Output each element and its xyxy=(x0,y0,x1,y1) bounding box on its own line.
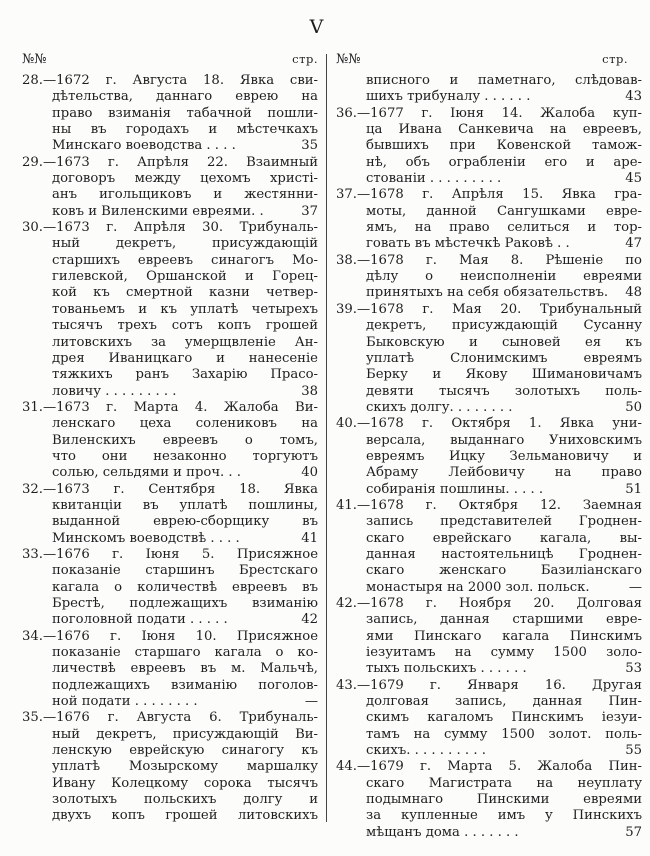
toc-line: 39.—1678 г. Мая 20. Трибунальный xyxy=(336,301,642,317)
page-number: 47 xyxy=(625,236,642,252)
toc-line: нѣ, объ ограбленіи его и аре- xyxy=(366,154,642,170)
toc-line: тысячъ трехъ сотъ копъ грошей xyxy=(52,318,318,334)
toc-line: 35.—1676 г. Августа 6. Трибуналь- xyxy=(22,710,318,726)
toc-line: 34.—1676 г. Іюня 10. Присяжное xyxy=(22,628,318,644)
toc-final-line xyxy=(52,531,318,547)
toc-line: 43.—1679 г. Января 16. Другая xyxy=(336,677,642,693)
page-column-label: стр. xyxy=(602,52,628,66)
toc-line: ямъ, на право селиться и тор- xyxy=(366,220,642,236)
toc-final-line xyxy=(52,384,318,400)
toc-line: личествѣ евреевъ въ м. Мальчѣ, xyxy=(52,661,318,677)
toc-line: дѣлу о неисполненіи евреями xyxy=(366,269,642,285)
toc-entry xyxy=(336,302,642,416)
page-number: 57 xyxy=(625,824,642,840)
toc-line: 33.—1676 г. Іюня 5. Присяжное xyxy=(22,546,318,562)
page-number: 43 xyxy=(625,89,642,105)
toc-final-text: тыхъ польскихъ . . . . . . xyxy=(366,661,527,677)
toc-line: подлежащихъ взиманію поголов- xyxy=(52,677,318,693)
toc-final-line xyxy=(366,743,642,759)
toc-line: ленскаго цеха солениковъ на xyxy=(52,416,318,432)
page-number: 45 xyxy=(625,171,642,187)
toc-line: ный декретъ, присуждающій Ви- xyxy=(52,726,318,742)
toc-line: показаніе старшинъ Брестскаго xyxy=(52,563,318,579)
page-number: — xyxy=(628,579,642,595)
toc-final-line xyxy=(366,171,642,187)
toc-line: бывшихъ при Ковенской тамож- xyxy=(366,138,642,154)
toc-final-line xyxy=(366,236,642,252)
toc-entry xyxy=(22,155,318,220)
toc-line: моты, данной Сангушками евре- xyxy=(366,203,642,219)
toc-entries-right xyxy=(336,73,642,841)
toc-line: 37.—1678 г. Апрѣля 15. Явка гра- xyxy=(336,187,642,203)
page-number: 53 xyxy=(625,661,642,677)
toc-line: ца Ивана Санкевича на евреевъ, xyxy=(366,122,642,138)
toc-line: что они незаконно торгуютъ xyxy=(52,448,318,464)
toc-line: ный декретъ, присуждающій xyxy=(52,236,318,252)
toc-entry xyxy=(22,482,318,547)
toc-line: девяти тысячъ золотыхъ поль- xyxy=(366,383,642,399)
toc-line: тамъ на сумму 1500 золот. поль- xyxy=(366,726,642,742)
toc-final-text: стованіи . . . . . . . . . xyxy=(366,171,502,187)
toc-line: показаніе старшаго кагала о ко- xyxy=(52,645,318,661)
numbers-column-label: №№ xyxy=(336,52,361,67)
toc-line: ями Пинскаго кагала Пинскимъ xyxy=(366,628,642,644)
toc-final-line xyxy=(366,285,642,301)
page-number: 50 xyxy=(625,399,642,415)
numbers-column-label: №№ xyxy=(22,52,47,67)
toc-final-text: скихъ. . . . . . . . . . xyxy=(366,743,486,759)
toc-line: Берку и Якову Шимановичамъ xyxy=(366,367,642,383)
toc-entry xyxy=(22,629,318,711)
toc-line: дѣтельства, даннаго еврею на xyxy=(52,89,318,105)
page-number: 37 xyxy=(301,203,318,219)
toc-line: 30.—1673 г. Апрѣля 30. Трибуналь- xyxy=(22,220,318,236)
toc-line: уплатѣ Мозырскому маршалку xyxy=(52,759,318,775)
toc-line: Ивану Колецкому сорока тысячъ xyxy=(52,775,318,791)
page-number: 55 xyxy=(625,743,642,759)
toc-final-line xyxy=(52,465,318,481)
toc-line: запись представителей Гроднен- xyxy=(366,514,642,530)
toc-entry xyxy=(336,73,642,106)
toc-line: кой къ смертной казни четвер- xyxy=(52,285,318,301)
toc-entry xyxy=(336,106,642,188)
toc-final-text: поголовной подати . . . . . xyxy=(52,612,228,628)
toc-line: 41.—1678 г. Октября 12. Заемная xyxy=(336,497,642,513)
toc-line: 38.—1678 г. Мая 8. Рѣшеніе по xyxy=(336,252,642,268)
toc-line: долговая запись, данная Пин- xyxy=(366,694,642,710)
toc-final-text: шихъ трибуналу . . . . . . xyxy=(366,89,531,105)
toc-line: кагала о количествѣ евреевъ въ xyxy=(52,579,318,595)
toc-final-text: мѣщанъ дома . . . . . . . xyxy=(366,824,519,840)
toc-line: анъ игольщиковъ и жестянни- xyxy=(52,187,318,203)
toc-line: золотыхъ польскихъ долгу и xyxy=(52,792,318,808)
column-header-left xyxy=(22,52,318,68)
toc-final-text: монастыря на 2000 зол. польск. xyxy=(366,579,590,595)
toc-line: скаго еврейскаго кагала, вы- xyxy=(366,530,642,546)
page-number: — xyxy=(304,694,318,710)
toc-line: Абраму Лейбовичу на право xyxy=(366,465,642,481)
toc-line: литовскихъ за умерщвленіе Ан- xyxy=(52,334,318,350)
toc-line: запись, данная старшими евре- xyxy=(366,612,642,628)
toc-line: данная настоятельницѣ Гроднен- xyxy=(366,546,642,562)
page-roman-numeral: V xyxy=(309,16,325,38)
toc-entry xyxy=(22,400,318,482)
toc-final-text: говать въ мѣстечкѣ Раковѣ . . xyxy=(366,236,570,252)
page-number: 38 xyxy=(301,383,318,399)
toc-final-text: Минскомъ воеводствѣ . . . . xyxy=(52,530,240,546)
toc-entry xyxy=(22,220,318,400)
toc-line: квитанціи въ уплатѣ пошлины, xyxy=(52,497,318,513)
toc-line: тованьемъ и къ уплатѣ четырехъ xyxy=(52,301,318,317)
column-header-right xyxy=(336,52,642,68)
toc-line: подымнаго Пинскими евреями xyxy=(366,792,642,808)
toc-line: скимъ кагаломъ Пинскимъ іезуи- xyxy=(366,710,642,726)
toc-line: договоръ между цехомъ христі- xyxy=(52,171,318,187)
toc-line: выданной еврею-сборщику въ xyxy=(52,514,318,530)
toc-entry xyxy=(336,759,642,841)
toc-entry xyxy=(22,73,318,155)
toc-line: право взиманія табачной пошли- xyxy=(52,105,318,121)
toc-entry xyxy=(336,416,642,498)
toc-line: декретъ, присуждающій Сусанну xyxy=(366,318,642,334)
toc-final-line xyxy=(52,694,318,710)
toc-final-text: скихъ долгу. . . . . . . . xyxy=(366,399,513,415)
toc-entry xyxy=(336,596,642,678)
toc-line: за купленные имъ у Пинскихъ xyxy=(366,808,642,824)
toc-line: 28.—1672 г. Августа 18. Явка сви- xyxy=(22,73,318,88)
toc-line: Быковскую и сыновей ея къ xyxy=(366,334,642,350)
toc-entries-left xyxy=(22,73,318,825)
toc-line: 31.—1673 г. Марта 4. Жалоба Ви- xyxy=(22,399,318,415)
toc-line: 42.—1678 г. Ноября 20. Долговая xyxy=(336,596,642,611)
toc-line: дрея Иваницкаго и нанесеніе xyxy=(52,350,318,366)
toc-final-line xyxy=(366,482,642,498)
page-number: 51 xyxy=(625,481,642,497)
toc-line: 40.—1678 г. Октября 1. Явка уни- xyxy=(336,416,642,432)
page-number: 35 xyxy=(301,138,318,154)
toc-line: евреямъ Ицку Зельмановичу и xyxy=(366,448,642,464)
toc-final-line xyxy=(52,204,318,220)
toc-line: двухъ копъ грошей литовскихъ xyxy=(52,808,318,824)
toc-entry xyxy=(22,547,318,629)
toc-final-line xyxy=(366,400,642,416)
toc-final-text: принятыхъ на себя обязательствъ. xyxy=(366,285,609,301)
toc-column-left xyxy=(22,52,318,841)
toc-line: тяжкихъ ранъ Захарію Прасо- xyxy=(52,367,318,383)
toc-line: Брестѣ, подлежащихъ взиманію xyxy=(52,596,318,611)
toc-line: версала, выданнаго Униховскимъ xyxy=(366,432,642,448)
toc-line: іезуитамъ на сумму 1500 золо- xyxy=(366,645,642,661)
toc-entry xyxy=(336,498,642,596)
toc-final-text: Минскаго воеводства . . . . xyxy=(52,138,236,154)
toc-line: скаго Магистрата на неуплату xyxy=(366,775,642,791)
toc-final-line xyxy=(366,580,642,596)
toc-line: старшихъ евреевъ синагогъ Мо- xyxy=(52,252,318,268)
toc-final-line xyxy=(366,825,642,841)
toc-entry xyxy=(336,187,642,252)
toc-line: 29.—1673 г. Апрѣля 22. Взаимный xyxy=(22,154,318,170)
page-number: 41 xyxy=(301,530,318,546)
toc-final-line xyxy=(52,612,318,628)
toc-final-line xyxy=(366,89,642,105)
page-number: 42 xyxy=(301,612,318,628)
toc-entry xyxy=(22,710,318,824)
toc-final-text: солью, сельдями и проч. . . xyxy=(52,465,242,481)
toc-line: ленскую еврейскую синагогу къ xyxy=(52,743,318,759)
toc-entry xyxy=(336,678,642,760)
toc-line: Виленскихъ евреевъ о томъ, xyxy=(52,432,318,448)
toc-entry xyxy=(336,253,642,302)
toc-line: уплатѣ Слонимскимъ евреямъ xyxy=(366,350,642,366)
toc-final-text: ной подати . . . . . . . . xyxy=(52,694,198,710)
toc-final-text: ловичу . . . . . . . . . xyxy=(52,383,177,399)
toc-final-line xyxy=(366,661,642,677)
toc-line: скаго женскаго Базиліанскаго xyxy=(366,563,642,579)
toc-line: 36.—1677 г. Іюня 14. Жалоба куп- xyxy=(336,105,642,121)
toc-columns xyxy=(22,52,642,841)
page-number: 48 xyxy=(625,285,642,301)
toc-column-right xyxy=(336,52,642,841)
toc-line: ны въ городахъ и мѣстечкахъ xyxy=(52,122,318,138)
toc-line: гилевской, Оршанской и Горец- xyxy=(52,269,318,285)
toc-line: вписного и паметнаго, слѣдовав- xyxy=(366,73,642,88)
toc-final-text: собиранія пошлины. . . . . xyxy=(366,481,544,497)
page-number: 40 xyxy=(301,465,318,481)
toc-final-text: ковъ и Виленскими евреями. . xyxy=(52,203,264,219)
toc-line: 44.—1679 г. Марта 5. Жалоба Пин- xyxy=(336,759,642,775)
page-column-label: стр. xyxy=(292,52,318,66)
toc-line: 32.—1673 г. Сентября 18. Явка xyxy=(22,481,318,497)
toc-final-line xyxy=(52,138,318,154)
